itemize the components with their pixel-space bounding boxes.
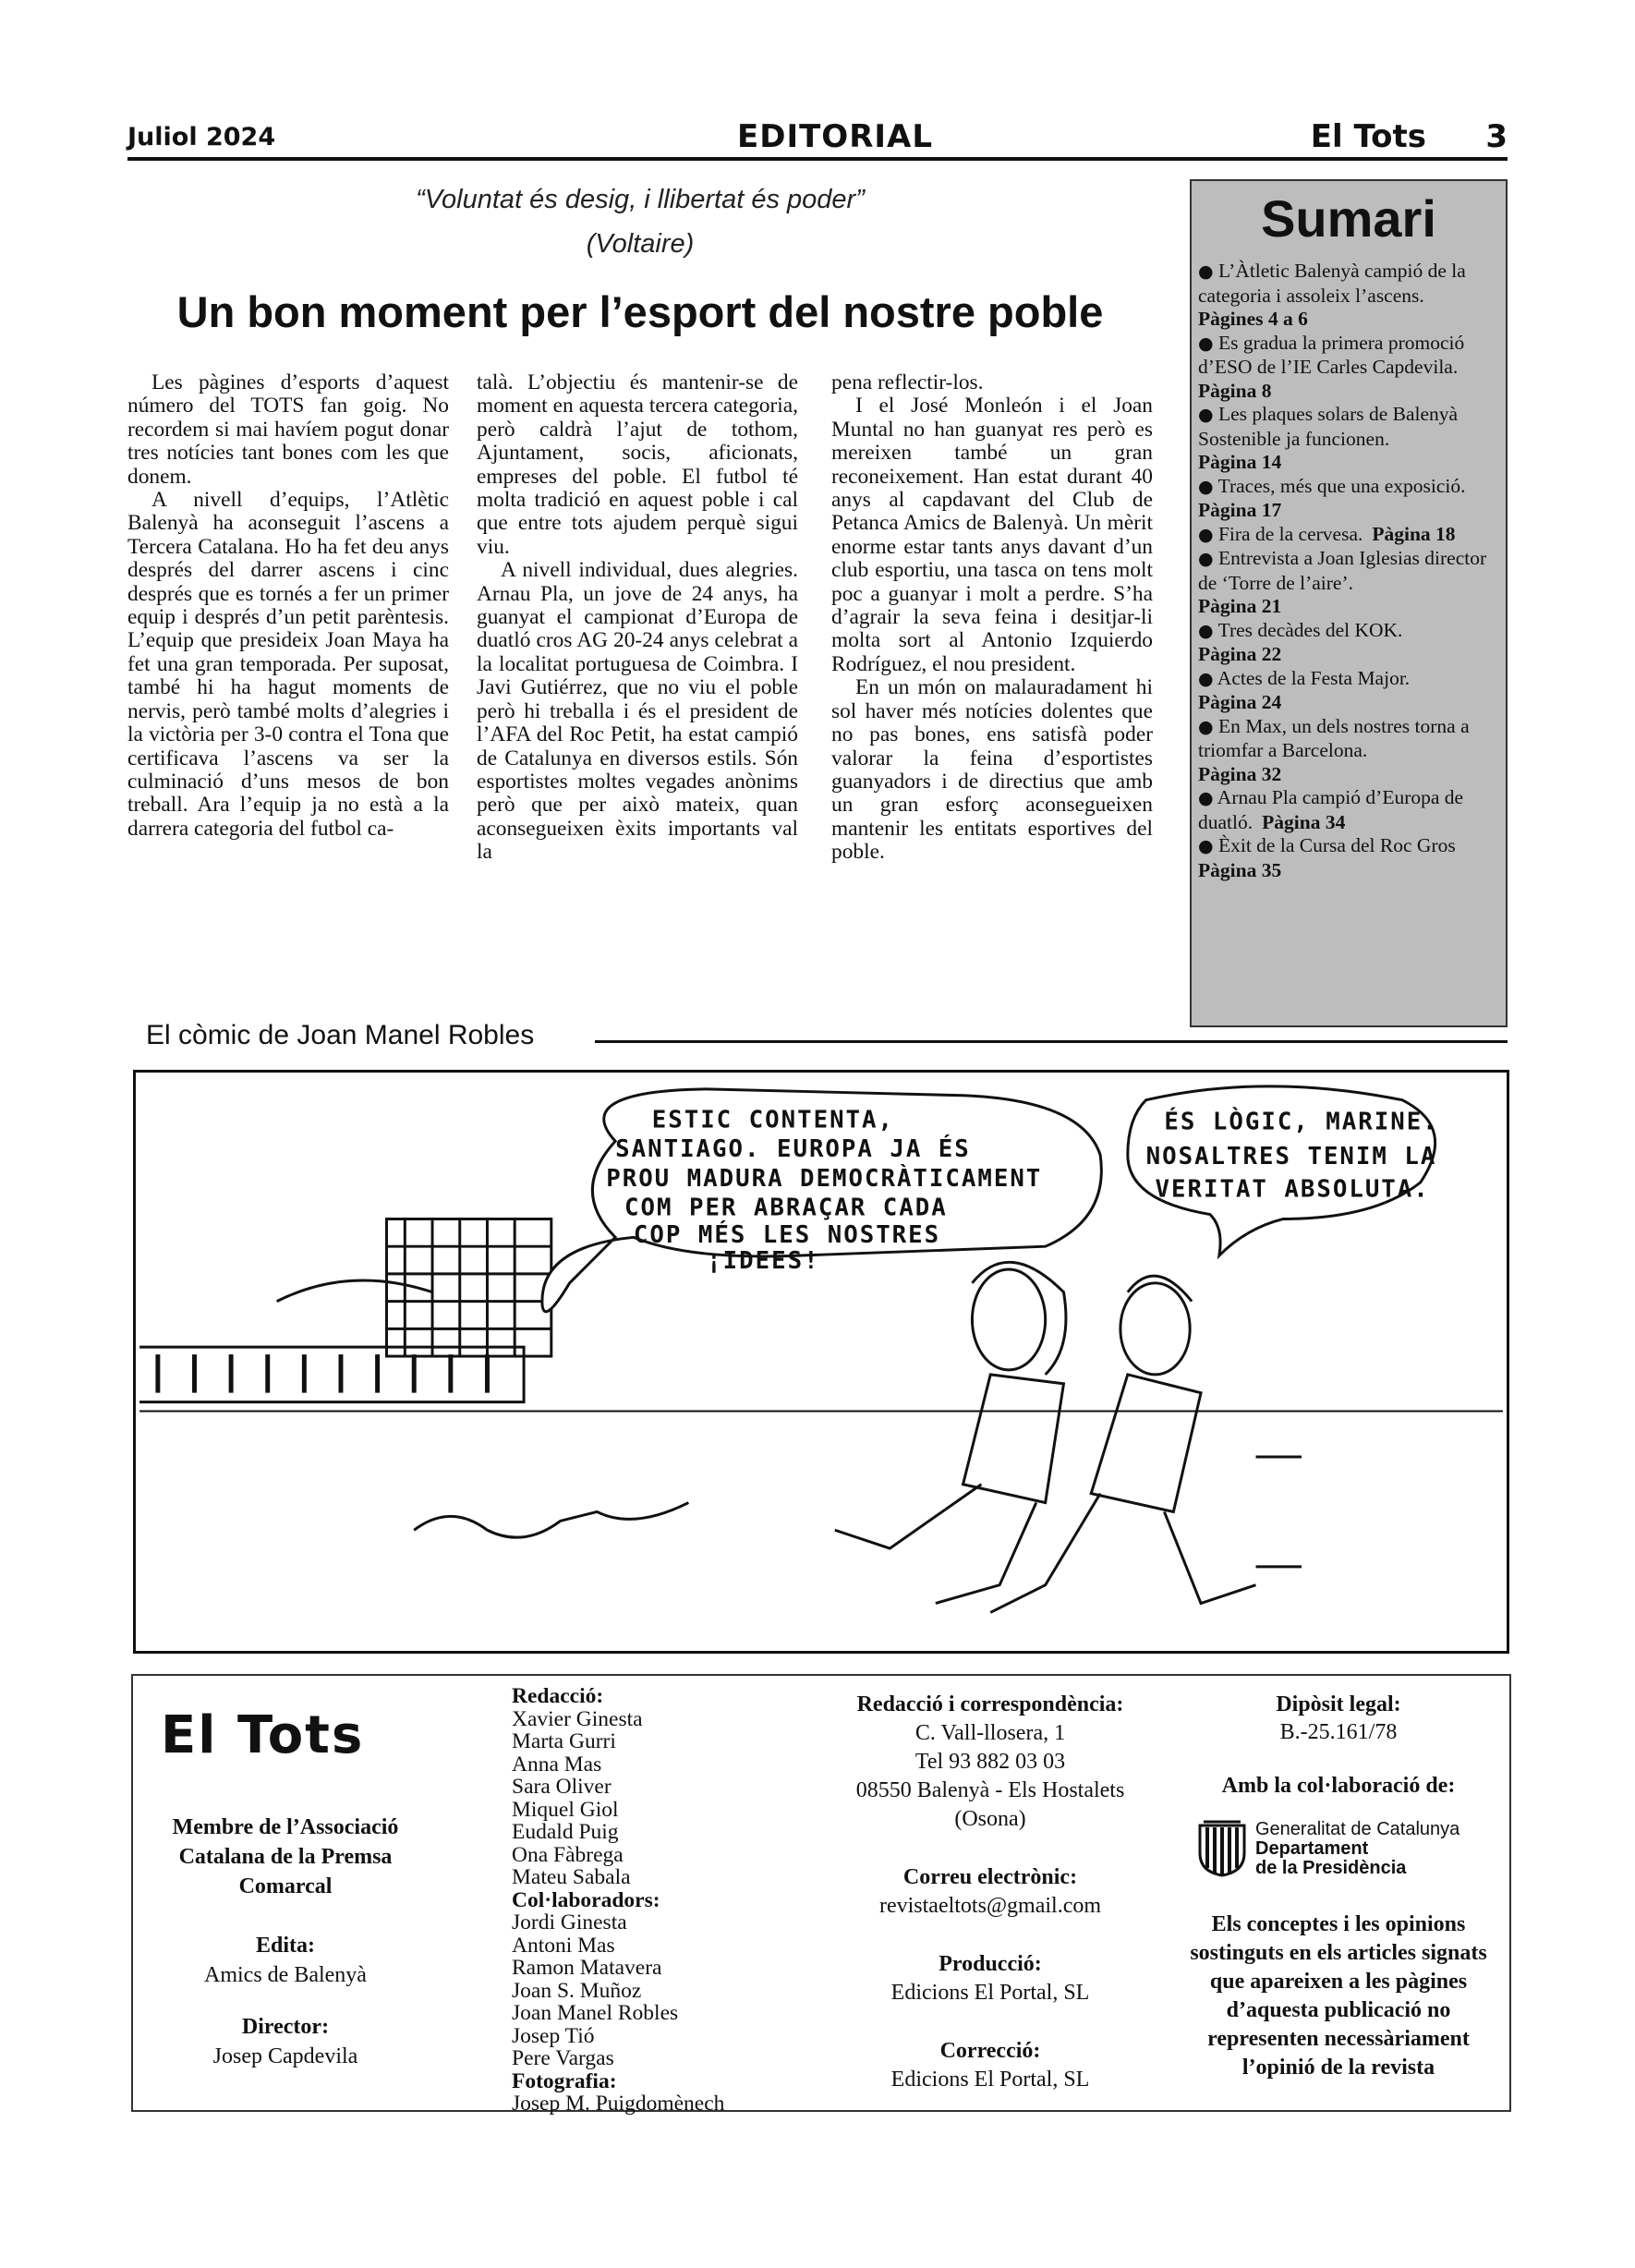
bullet-icon: ●	[1198, 620, 1214, 641]
collaborator-name: Joan Manel Robles	[512, 2001, 679, 2025]
article-paragraph: Les pàgines d’esports d’aquest número del TOTS fan goig. No recordem si mai havíem pogut donar tres notícies tant bones com les que donem.	[127, 370, 449, 489]
bullet-icon: ●	[1198, 405, 1214, 425]
summary-item[interactable]	[1198, 523, 1499, 548]
email-label: Correu electrònic:	[902, 1865, 1078, 1889]
summary-item-text: Èxit de la Cursa del Roc Gros	[1217, 834, 1456, 856]
edita-label: Edita:	[255, 1934, 315, 1958]
staff-name: Sara Oliver	[512, 1775, 612, 1799]
gov-line: Departament	[1255, 1838, 1369, 1859]
staff-list	[512, 1685, 817, 2116]
diposit-value: B.-25.161/78	[1279, 1720, 1398, 1744]
comic-caption-rule	[595, 1040, 1508, 1043]
publisher-block	[151, 1931, 419, 1990]
summary-item[interactable]	[1198, 332, 1499, 404]
article-column-1	[127, 371, 449, 841]
bullet-icon: ●	[1198, 836, 1214, 856]
summary-item-page: Pàgina 32	[1198, 762, 1282, 785]
collaborator-name: Josep Tió	[512, 2023, 595, 2048]
summary-item-text: Actes de la Festa Major.	[1217, 666, 1411, 689]
summary-item-text: Traces, més que una exposició.	[1217, 474, 1466, 497]
summary-item-text: Arnau Pla campió d’Europa de duatló.	[1198, 786, 1464, 833]
summary-box	[1190, 179, 1508, 1027]
comic-caption: El còmic de Joan Manel Robles	[146, 1020, 535, 1050]
staff-name: Eudald Puig	[512, 1820, 619, 1844]
page-header	[127, 118, 1508, 161]
produccio-label: Producció:	[939, 1952, 1042, 1976]
article-column-3	[831, 371, 1153, 865]
bullet-icon: ●	[1198, 716, 1214, 737]
bubble-left-line-5: COP MÉS LES NOSTRES	[633, 1221, 941, 1250]
correccio-value: Edicions El Portal, SL	[890, 2068, 1090, 2092]
summary-item-text: En Max, un dels nostres torna a triomfar a Barcelona.	[1198, 714, 1470, 761]
bullet-icon: ●	[1198, 788, 1214, 808]
bubble-left-line-1: ESTIC CONTENTA,	[651, 1106, 895, 1134]
summary-item-page: Pàgina 8	[1198, 379, 1272, 402]
section-title: EDITORIAL	[737, 118, 934, 155]
summary-item-page: Pàgina 17	[1198, 499, 1282, 521]
summary-item[interactable]	[1198, 786, 1499, 834]
staff-name: Miquel Giol	[512, 1797, 619, 1822]
bullet-icon: ●	[1198, 333, 1214, 354]
bubble-left-line-2: SANTIAGO. EUROPA JA ÉS	[615, 1135, 971, 1164]
speech-bubble-left	[542, 1089, 1101, 1312]
summary-item-text: L’Àtletic Balenyà campió de la categoria i assoleix l’ascens.	[1198, 260, 1466, 307]
redaccio-label: Redacció:	[512, 1684, 604, 1708]
association-membership: Membre de l’Associació Catalana de la Premsa Comarcal	[172, 1815, 399, 1898]
photographer-name: Josep M. Puigdomènech	[512, 2092, 725, 2116]
article-paragraph: I el José Monleón i el Joan Muntal no han guanyat res però es mereixen també un gran reconeixement. Han estat durant 40 anys al capdavant del Club de Petanca Amics de Balenyà. Un mèrit enorme estar tants anys davant d’un club esportiu, una tasca on tens molt poc a guanyar i molt a perdre. S’ha d’agrair la seva feina i desitjar-li molta sort al Antonio Izquierdo Rodríguez, el nou president.	[831, 394, 1153, 676]
phone-number: Tel 93 882 03 03	[914, 1750, 1066, 1774]
director-block	[151, 2012, 419, 2071]
bubble-left-line-4: COM PER ABRAÇAR CADA	[624, 1194, 948, 1222]
edita-value: Amics de Balenyà	[204, 1963, 367, 1987]
summary-item[interactable]	[1198, 475, 1499, 523]
summary-item-page: Pàgina 35	[1198, 858, 1282, 881]
disclaimer: Els conceptes i les opinions sostinguts en els articles signats que apareixen a les pàgines d’aquesta publicació no representen necessàriament l’opinió de la revista	[1190, 1912, 1487, 2080]
collaboradors-label: Col·laboradors:	[512, 1887, 660, 1912]
summary-item-text: Les plaques solars de Balenyà Sostenible ja funcionen.	[1198, 403, 1459, 450]
summary-item-page: Pàgina 34	[1262, 810, 1346, 833]
artist-signature	[414, 1503, 688, 1538]
summary-item[interactable]	[1198, 260, 1499, 332]
gov-line: Generalitat de Catalunya	[1255, 1819, 1460, 1839]
address-line: (Osona)	[954, 1807, 1026, 1831]
government-logo	[1191, 1816, 1486, 1881]
collaborator-name: Joan S. Muñoz	[512, 1978, 642, 2003]
staff-name: Ona Fàbrega	[512, 1842, 624, 1867]
director-label: Director:	[241, 2015, 330, 2039]
bubble-left-line-6: ¡IDEES!	[707, 1246, 820, 1275]
staff-name: Marta Gurri	[512, 1729, 616, 1753]
gov-line: de la Presidència	[1255, 1858, 1407, 1878]
bullet-icon: ●	[1198, 261, 1214, 282]
legal-block	[1177, 1691, 1500, 2082]
comic-drawing	[136, 1073, 1507, 1651]
summary-item-text: Tres decàdes del KOK.	[1217, 618, 1403, 641]
quote-author: (Voltaire)	[586, 229, 695, 259]
summary-item-page: Pàgina 21	[1198, 595, 1282, 617]
bubble-right-line-1: ÉS LÒGIC, MARINE.	[1164, 1108, 1439, 1136]
masthead	[131, 1674, 1511, 2116]
comic-strip	[133, 1070, 1509, 1654]
staff-name: Anna Mas	[512, 1752, 602, 1777]
article-column-2	[477, 371, 798, 865]
quote-text: “Voluntat és desig, i llibertat és poder”	[416, 185, 865, 214]
staff-name: Xavier Ginesta	[512, 1706, 643, 1731]
article-paragraph: talà. L’objectiu és mantenir-se de moment en aquesta tercera categoria, però caldrà l’ajut de tothom, Ajuntament, socis, aficionats, empreses del poble. El futbol té molta tradició en aquest poble i cal que entre tots ajudem perquè sigui viu.	[477, 370, 798, 559]
page-number: 3	[1485, 118, 1508, 155]
summary-item-text: Fira de la cervesa.	[1217, 522, 1363, 545]
collaboracio-label: Amb la col·laboració de:	[1221, 1774, 1456, 1798]
correspondencia-label: Redacció i correspondència:	[856, 1692, 1124, 1716]
summary-item-page: Pàgina 18	[1372, 522, 1456, 545]
publication-name: El Tots	[1310, 118, 1426, 155]
bubble-right-line-3: VERITAT ABSOLUTA.	[1155, 1175, 1430, 1204]
article-headline: Un bon moment per l’esport del nostre poble	[176, 287, 1104, 336]
produccio-value: Edicions El Portal, SL	[890, 1981, 1090, 2005]
characters-drawing	[835, 1262, 1302, 1612]
address-line: 08550 Balenyà - Els Hostalets	[855, 1778, 1125, 1802]
summary-item[interactable]	[1198, 834, 1499, 882]
bullet-icon: ●	[1198, 524, 1214, 545]
summary-item-page: Pàgina 14	[1198, 451, 1282, 473]
diposit-label: Dipòsit legal:	[1276, 1692, 1401, 1716]
collaborator-name: Pere Vargas	[512, 2046, 614, 2070]
summary-item-page: Pàgines 4 a 6	[1198, 308, 1308, 330]
address-line: C. Vall-llosera, 1	[914, 1721, 1066, 1745]
summary-item[interactable]	[1198, 403, 1499, 475]
email-address[interactable]: revistaeltots@gmail.com	[878, 1894, 1102, 1918]
publication-logo: El Tots	[161, 1705, 365, 1765]
director-value: Josep Capdevila	[212, 2044, 358, 2068]
summary-item-text: Es gradua la primera promoció d’ESO de l’IE Carles Capdevila.	[1198, 331, 1465, 378]
fotografia-label: Fotografia:	[512, 2068, 617, 2093]
bullet-icon: ●	[1198, 549, 1214, 569]
correccio-label: Correcció:	[939, 2039, 1041, 2063]
summary-item[interactable]	[1198, 715, 1499, 787]
generalitat-emblem-icon	[1198, 1820, 1246, 1877]
summary-title: Sumari	[1261, 189, 1436, 248]
summary-item-page: Pàgina 22	[1198, 643, 1282, 665]
collaborator-name: Antoni Mas	[512, 1933, 615, 1958]
article-paragraph: A nivell d’equips, l’Atlètic Balenyà ha aconseguit l’ascens a Tercera Catalana. Ho ha fet deu anys després del darrer ascens i cinc després que es tornés a fer un primer equip i després d’un petit parèntesis. L’equip que presideix Joan Maya ha fet una gran temporada. Per suposat, també hi ha hagut moments de nervis, però també molts d’alegries i la victòria per 3-0 contra el Tona que certificava l’ascens va ser la culminació d’uns mesos de bon treball. Ara l’equip ja no està a la darrera categoria del futbol ca-	[127, 488, 449, 841]
collaborator-name: Ramon Matavera	[512, 1956, 662, 1980]
article-paragraph: A nivell individual, dues alegries. Arnau Pla, un jove de 24 anys, ha guanyat el campionat d’Europa de duatló cros AG 20-24 anys celebrat a la localitat portuguesa de Coimbra. I Javi Gutiérrez, que no viu el poble però hi treballa i és el president de l’AFA del Roc Petit, ha estat campió de Catalunya en diversos estils. Són esportistes moltes vegades anònims però que per això mateix, quan aconsegueixen èxits importants val la	[477, 558, 798, 865]
bullet-icon: ●	[1198, 476, 1214, 497]
summary-item[interactable]	[1198, 547, 1499, 619]
speech-bubble-right	[1128, 1086, 1439, 1255]
article-paragraph: pena reflectir-los.	[831, 370, 984, 394]
contact-block	[815, 1691, 1166, 2094]
bubble-right-line-2: NOSALTRES TENIM LA	[1145, 1143, 1437, 1171]
collaborator-name: Jordi Ginesta	[512, 1910, 627, 1934]
bullet-icon: ●	[1198, 668, 1214, 689]
summary-item[interactable]	[1198, 667, 1499, 715]
staff-name: Mateu Sabala	[512, 1865, 631, 1889]
summary-item[interactable]	[1198, 619, 1499, 667]
issue-date: Juliol 2024	[127, 123, 276, 152]
summary-item-page: Pàgina 24	[1198, 691, 1282, 713]
article-paragraph: En un món on malauradament hi sol haver més notícies dolentes que no pas bones, ens satisfà poder valorar la feina d’esportistes guanyadors i de directius que amb un gran esforç aconsegueixen mantenir les entitats esportives del poble.	[831, 675, 1153, 865]
summary-item-text: Entrevista a Joan Iglesias director de ‘Torre de l’aire’.	[1198, 547, 1487, 594]
bubble-left-line-3: PROU MADURA DEMOCRÀTICAMENT	[606, 1164, 1043, 1193]
